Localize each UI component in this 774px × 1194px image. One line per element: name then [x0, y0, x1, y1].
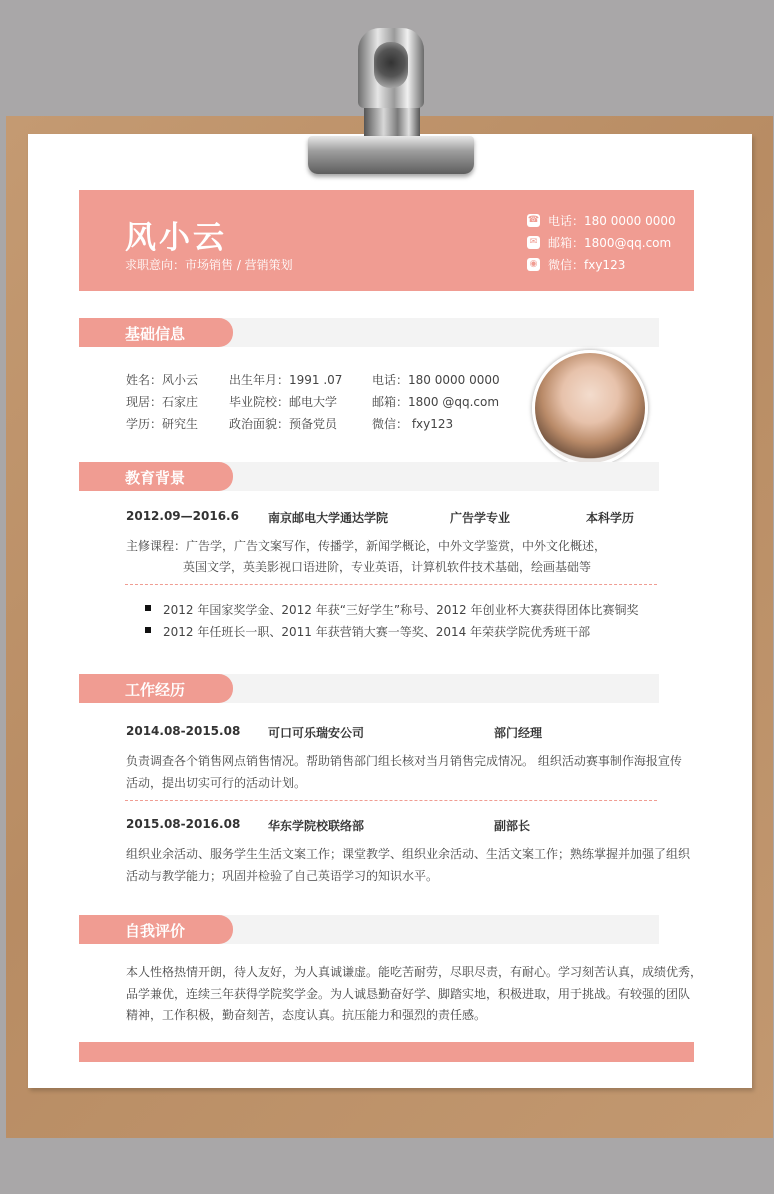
section-title: 工作经历	[125, 681, 186, 699]
basic-degree: 学历：研究生	[126, 417, 199, 431]
work-2-desc-line2: 活动与教学能力；巩固并检验了自己英语学习的知识水平。	[126, 869, 439, 883]
header-email-text: 邮箱：1800@qq.com	[548, 236, 672, 250]
mail-icon: ✉	[527, 236, 540, 249]
basic-name: 姓名：风小云	[126, 373, 199, 387]
edu-courses-line2: 英国文学，英美影视口语进阶，专业英语，计算机软件技术基础，绘画基础等	[183, 560, 592, 574]
divider	[125, 584, 657, 585]
section-basic-info	[79, 318, 659, 347]
work-1-position: 部门经理	[494, 726, 543, 740]
edu-courses-line1: 主修课程：广告学，广告文案写作，传播学，新闻学概论，中外文学鉴赏，中外文化概述，	[126, 539, 607, 553]
basic-email: 邮箱：1800 @qq.com	[372, 395, 500, 409]
self-eval-line2: 品学兼优，连续三年获得学院奖学金。为人诚恳勤奋好学、脚踏实地，积极进取，用于挑战。有较强的团队	[126, 987, 691, 1001]
edu-level: 本科学历	[586, 511, 635, 525]
edu-award-1: 2012 年国家奖学金、2012 年获“三好学生”称号、2012 年创业杯大赛获得团体比赛铜奖	[163, 603, 639, 617]
bullet-icon	[145, 627, 151, 633]
basic-birth: 出生年月：1991 .07	[229, 373, 343, 387]
header-phone	[527, 212, 676, 229]
divider	[125, 800, 657, 801]
section-self-eval	[79, 915, 659, 944]
job-intent: 求职意向：市场销售 / 营销策划	[125, 258, 293, 272]
clip-base	[308, 136, 474, 174]
resume-header	[79, 190, 694, 291]
edu-major: 广告学专业	[450, 511, 511, 525]
edu-school: 南京邮电大学通达学院	[268, 511, 389, 525]
section-work	[79, 674, 659, 703]
basic-location: 现居：石家庄	[126, 395, 199, 409]
work-2-position: 副部长	[494, 819, 531, 833]
edu-period: 2012.09—2016.6	[126, 509, 239, 523]
work-1-period: 2014.08-2015.08	[126, 724, 241, 738]
work-2-desc-line1: 组织业余活动、服务学生生活文案工作；课堂教学、组织业余活动、生活文案工作；熟练掌握并加强了组织	[126, 847, 691, 861]
profile-photo	[532, 350, 648, 466]
basic-wechat: 微信： fxy123	[372, 417, 454, 431]
candidate-name: 风小云	[125, 220, 227, 256]
work-2-period: 2015.08-2016.08	[126, 817, 241, 831]
section-title: 自我评价	[125, 922, 186, 940]
header-wechat-text: 微信：fxy123	[548, 258, 626, 272]
basic-political: 政治面貌：预备党员	[229, 417, 338, 431]
work-1-company: 可口可乐瑞安公司	[268, 726, 365, 740]
clip-hole	[374, 42, 408, 88]
wechat-icon: ◉	[527, 258, 540, 271]
header-phone-text: 电话：180 0000 0000	[548, 214, 676, 228]
work-2-company: 华东学院校联络部	[268, 819, 365, 833]
footer-bar	[79, 1042, 694, 1062]
header-email	[527, 234, 671, 251]
header-wechat	[527, 256, 625, 273]
self-eval-line1: 本人性格热情开朗，待人友好，为人真诚谦虚。能吃苦耐劳，尽职尽责，有耐心。学习刻苦认真，成绩优秀，	[126, 965, 703, 979]
section-title: 教育背景	[125, 469, 186, 487]
phone-icon: ☎	[527, 215, 540, 225]
section-education	[79, 462, 659, 491]
bullet-icon	[145, 605, 151, 611]
work-1-desc-line1: 负责调查各个销售网点销售情况。帮助销售部门组长核对当月销售完成情况。 组织活动赛事制作海报宣传	[126, 754, 682, 768]
basic-school: 毕业院校：邮电大学	[229, 395, 338, 409]
basic-phone: 电话：180 0000 0000	[372, 373, 500, 387]
work-1-desc-line2: 活动，提出切实可行的活动计划。	[126, 776, 307, 790]
section-title: 基础信息	[125, 325, 186, 343]
self-eval-line3: 精神，工作积极，勤奋刻苦，态度认真。抗压能力和强烈的责任感。	[126, 1008, 487, 1022]
edu-award-2: 2012 年任班长一职、2011 年获营销大赛一等奖、2014 年荣获学院优秀班干部	[163, 625, 591, 639]
